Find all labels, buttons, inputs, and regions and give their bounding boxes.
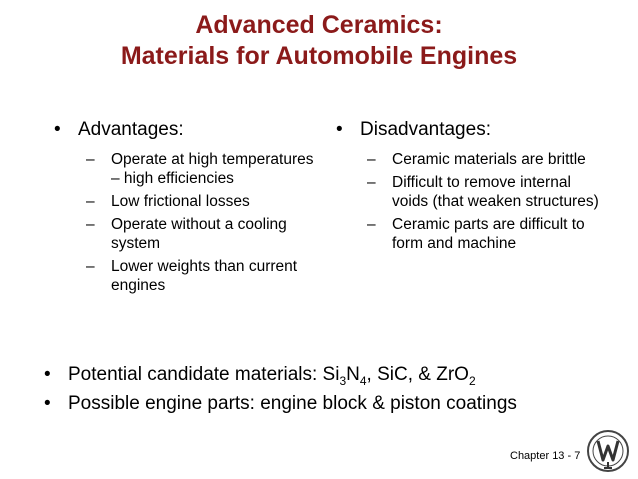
dash-icon: –	[367, 151, 376, 168]
disadvantages-heading-row	[336, 118, 606, 142]
advantages-column	[54, 118, 314, 299]
list-item	[367, 150, 606, 169]
bottom-bullets	[44, 362, 624, 420]
subscript-3: 3	[339, 373, 347, 388]
list-item	[367, 215, 606, 253]
parts-line	[44, 391, 624, 417]
candidates-mid: , SiC, & ZrO	[366, 364, 469, 385]
list-item	[86, 257, 314, 295]
list-item	[86, 150, 314, 188]
subscript-4: 4	[359, 373, 367, 388]
wiley-logo-icon	[585, 428, 631, 474]
advantage-text: Lower weights than current engines	[111, 258, 298, 294]
chapter-footer: Chapter 13 - 7	[510, 450, 581, 462]
candidates-prefix: Potential candidate materials: Si	[68, 364, 340, 385]
subscript-2: 2	[468, 373, 476, 388]
advantages-heading-row	[54, 118, 314, 142]
disadvantages-heading: Disadvantages:	[360, 119, 491, 140]
dash-icon: –	[86, 193, 95, 210]
advantage-text: Low frictional losses	[111, 193, 250, 210]
bullet-icon: •	[44, 364, 51, 385]
disadvantages-column	[336, 118, 606, 257]
dash-icon: –	[86, 258, 95, 275]
advantages-list	[86, 150, 314, 295]
candidates-line	[44, 362, 624, 388]
candidates-text	[68, 362, 476, 388]
disadvantage-text: Ceramic parts are difficult to form and machine	[392, 216, 585, 252]
disadvantages-list	[367, 150, 606, 253]
dash-icon: –	[367, 216, 376, 233]
title-line-1: Advanced Ceramics:	[195, 11, 443, 39]
list-item	[367, 173, 606, 211]
candidates-n: N	[346, 364, 360, 385]
dash-icon: –	[86, 151, 95, 168]
advantage-text: Operate at high temperatures – high efficiencies	[111, 151, 314, 187]
slide-title	[0, 10, 638, 72]
list-item	[86, 192, 314, 211]
bullet-icon: •	[54, 119, 61, 140]
dash-icon: –	[86, 216, 95, 233]
advantages-heading: Advantages:	[78, 119, 184, 140]
bullet-icon: •	[336, 119, 343, 140]
disadvantage-text: Ceramic materials are brittle	[392, 151, 586, 168]
title-line-2: Materials for Automobile Engines	[120, 42, 518, 70]
bullet-icon: •	[44, 393, 51, 414]
parts-text: Possible engine parts: engine block & piston coatings	[68, 393, 517, 414]
list-item	[86, 215, 314, 253]
dash-icon: –	[367, 174, 376, 191]
disadvantage-text: Difficult to remove internal voids (that weaken structures)	[392, 174, 599, 210]
advantage-text: Operate without a cooling system	[111, 216, 287, 252]
